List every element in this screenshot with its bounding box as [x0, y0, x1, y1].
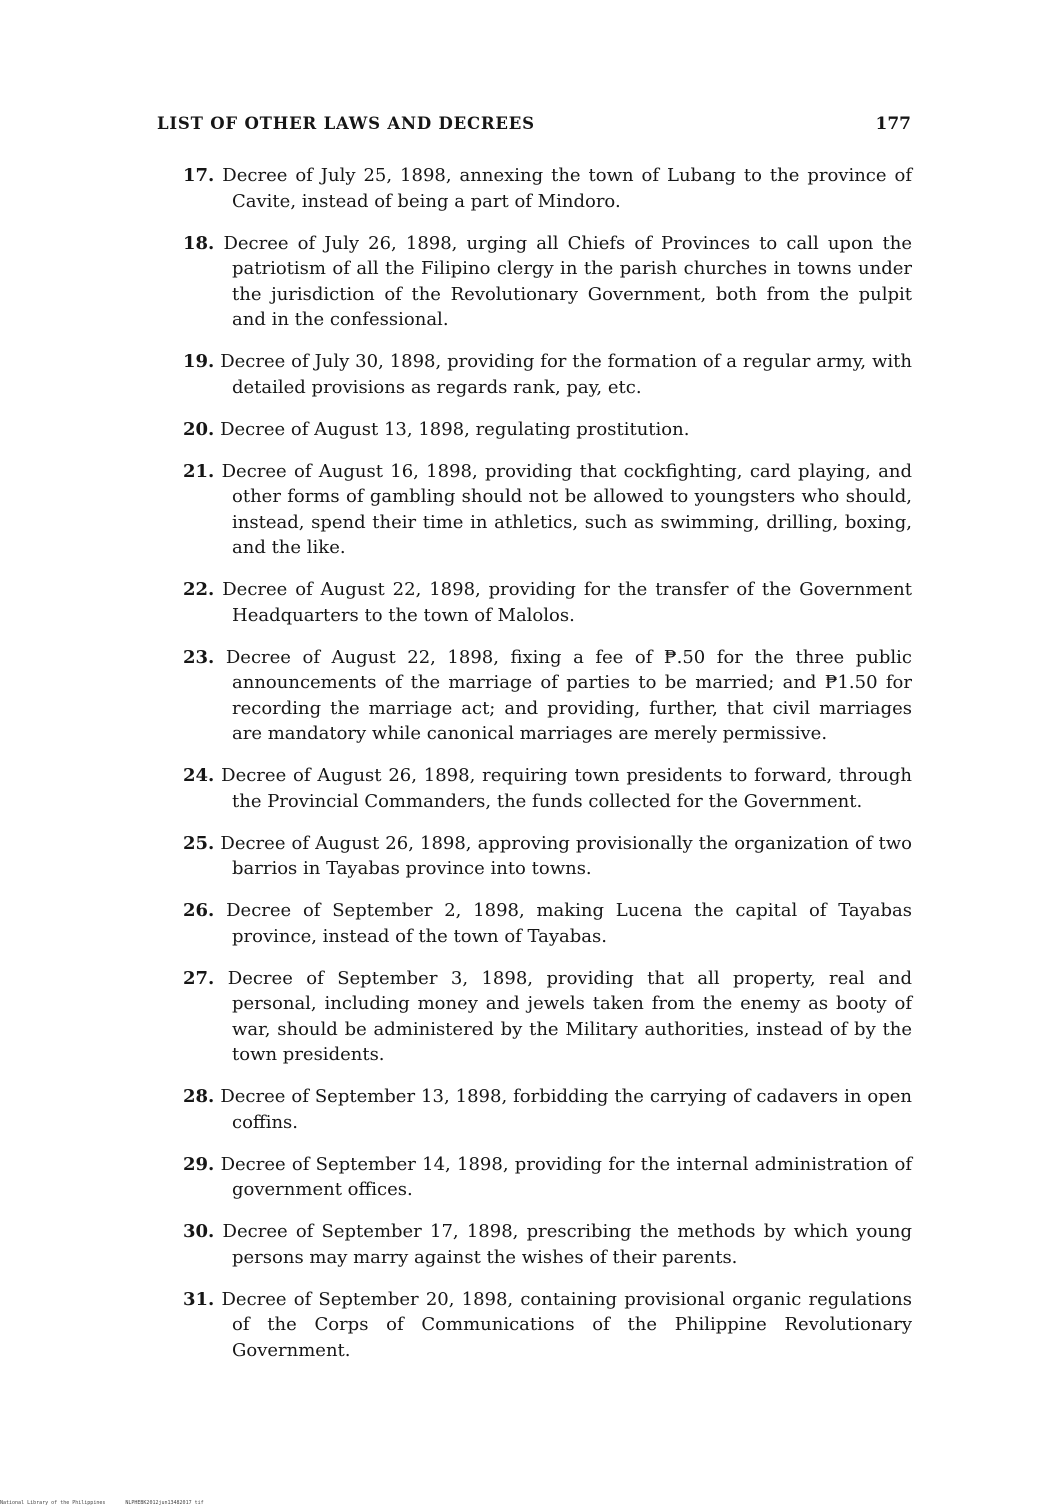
entry-number: 31.: [183, 1288, 215, 1310]
entry-text: Decree of July 26, 1898, urging all Chiefs of Provinces to call upon the patriotism of all the Filipino clergy in the parish churches in towns under the jurisdiction of the Revolutionary Government, both from the pulpit and in the confessional.: [223, 232, 912, 330]
scan-footer: [0, 1500, 300, 1506]
list-item: [160, 966, 912, 1068]
page-header: [157, 114, 911, 138]
list-item: [160, 349, 912, 400]
entry-number: 25.: [183, 832, 215, 854]
scan-file-id: NLPHEBK2012jun13482017 tif: [125, 1500, 204, 1506]
entry-number: 18.: [183, 232, 215, 254]
entry-number: 21.: [183, 460, 215, 482]
entry-number: 20.: [183, 418, 215, 440]
list-item: [160, 1152, 912, 1203]
entry-number: 22.: [183, 579, 215, 600]
entry-text: Decree of August 16, 1898, providing that cockfighting, card playing, and other forms of gambling should not be allowed to youngsters who should, instead, spend their time in athletics, such as swimming, drilling, boxing, and the like.: [221, 460, 912, 558]
list-item: [160, 763, 912, 814]
list-item: [160, 163, 912, 214]
entry-number: 26.: [183, 900, 215, 921]
list-item: [160, 577, 912, 628]
entry-number: 27.: [183, 967, 215, 989]
page-number: 177: [875, 114, 911, 134]
entry-text: Decree of September 14, 1898, providing for the internal administration of government offices.: [220, 1153, 912, 1200]
entry-number: 30.: [183, 1221, 215, 1242]
decree-list: [160, 163, 912, 1380]
list-item: [160, 1219, 912, 1270]
entry-number: 24.: [183, 765, 215, 786]
entry-text: Decree of September 13, 1898, forbidding the carrying of cadavers in open coffins.: [220, 1086, 912, 1133]
list-item: [160, 645, 912, 747]
list-item: [160, 898, 912, 949]
entry-text: Decree of August 13, 1898, regulating prostitution.: [220, 418, 690, 440]
list-item: [160, 231, 912, 333]
library-credit: National Library of the Philippines: [0, 1500, 106, 1506]
entry-text: Decree of July 30, 1898, providing for the formation of a regular army, with detailed provisions as regards rank, pay, etc.: [220, 351, 912, 398]
entry-text: Decree of August 26, 1898, approving provisionally the organization of two barrios in Tayabas province into towns.: [220, 832, 912, 879]
entry-text: Decree of August 22, 1898, fixing a fee of ₱.50 for the three public announcements of the marriage of parties to be married; and ₱1.50 for recording the marriage act; and providing, further, that civil marriages are mandatory while canonical marriages are merely permissive.: [225, 646, 912, 744]
entry-text: Decree of August 26, 1898, requiring town presidents to forward, through the Provincial Commanders, the funds collected for the Government.: [221, 765, 912, 812]
entry-text: Decree of September 2, 1898, making Lucena the capital of Tayabas province, instead of the town of Tayabas.: [226, 900, 912, 947]
list-item: [160, 417, 912, 443]
entry-number: 19.: [183, 351, 215, 372]
list-item: [160, 831, 912, 882]
running-title: LIST OF OTHER LAWS AND DECREES: [157, 114, 535, 133]
list-item: [160, 1084, 912, 1135]
entry-number: 29.: [183, 1153, 215, 1175]
entry-text: Decree of August 22, 1898, providing for the transfer of the Government Headquarters to the town of Malolos.: [222, 579, 912, 626]
list-item: [160, 459, 912, 561]
entry-text: Decree of September 20, 1898, containing provisional organic regulations of the Corps of Communications of the Philippine Revolutionary Government.: [221, 1288, 912, 1361]
entry-number: 23.: [183, 646, 215, 668]
entry-number: 28.: [183, 1086, 215, 1107]
entry-number: 17.: [183, 165, 215, 186]
entry-text: Decree of September 3, 1898, providing that all property, real and personal, including money and jewels taken from the enemy as booty of war, should be administered by the Military authorities, instead of by the town presidents.: [227, 967, 912, 1065]
entry-text: Decree of July 25, 1898, annexing the town of Lubang to the province of Cavite, instead of being a part of Mindoro.: [222, 165, 912, 212]
list-item: [160, 1287, 912, 1364]
entry-text: Decree of September 17, 1898, prescribing the methods by which young persons may marry against the wishes of their parents.: [222, 1221, 912, 1268]
